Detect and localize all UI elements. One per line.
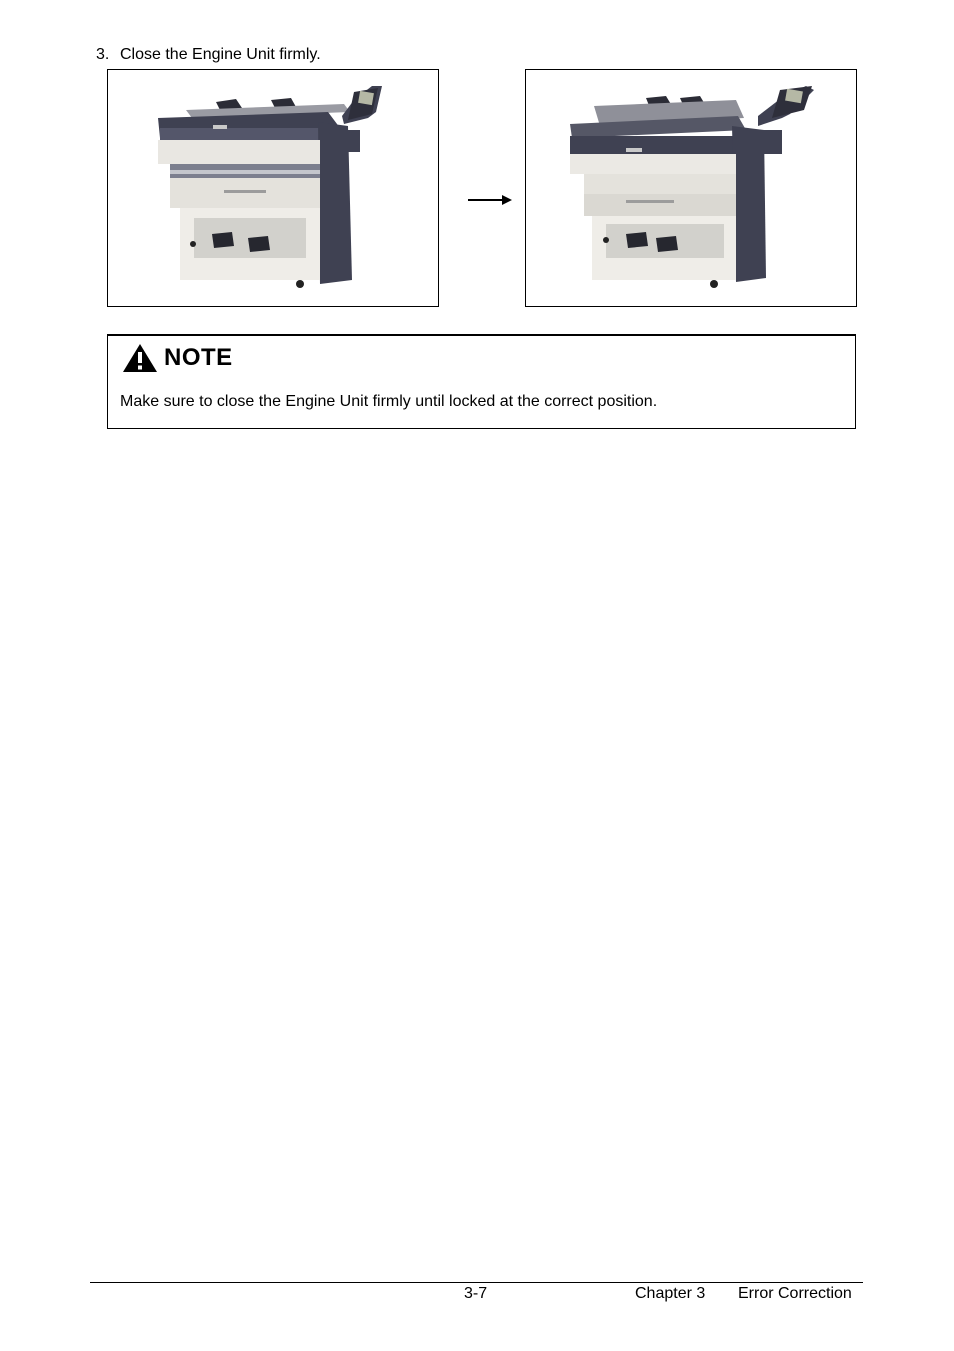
- printer-engine-closed-image: [526, 70, 856, 306]
- footer-page-number: 3-7: [464, 1285, 488, 1302]
- printer-engine-open-image: [108, 70, 438, 306]
- figure-engine-open: [107, 69, 439, 307]
- warning-triangle-icon: [122, 343, 158, 373]
- note-box: [107, 334, 856, 429]
- step-text: Close the Engine Unit firmly.: [120, 46, 321, 63]
- step-instruction: [96, 45, 321, 65]
- note-header: [122, 342, 233, 374]
- footer-section: Error Correction: [738, 1285, 852, 1302]
- note-title: NOTE: [164, 344, 233, 371]
- footer-chapter: Chapter 3: [635, 1285, 706, 1302]
- note-text: Make sure to close the Engine Unit firmly until locked at the correct position.: [120, 393, 658, 410]
- arrow-right-icon: [466, 190, 512, 210]
- step-number: 3.: [96, 46, 110, 63]
- figure-engine-closed: [525, 69, 857, 307]
- footer-rule: [90, 1282, 863, 1283]
